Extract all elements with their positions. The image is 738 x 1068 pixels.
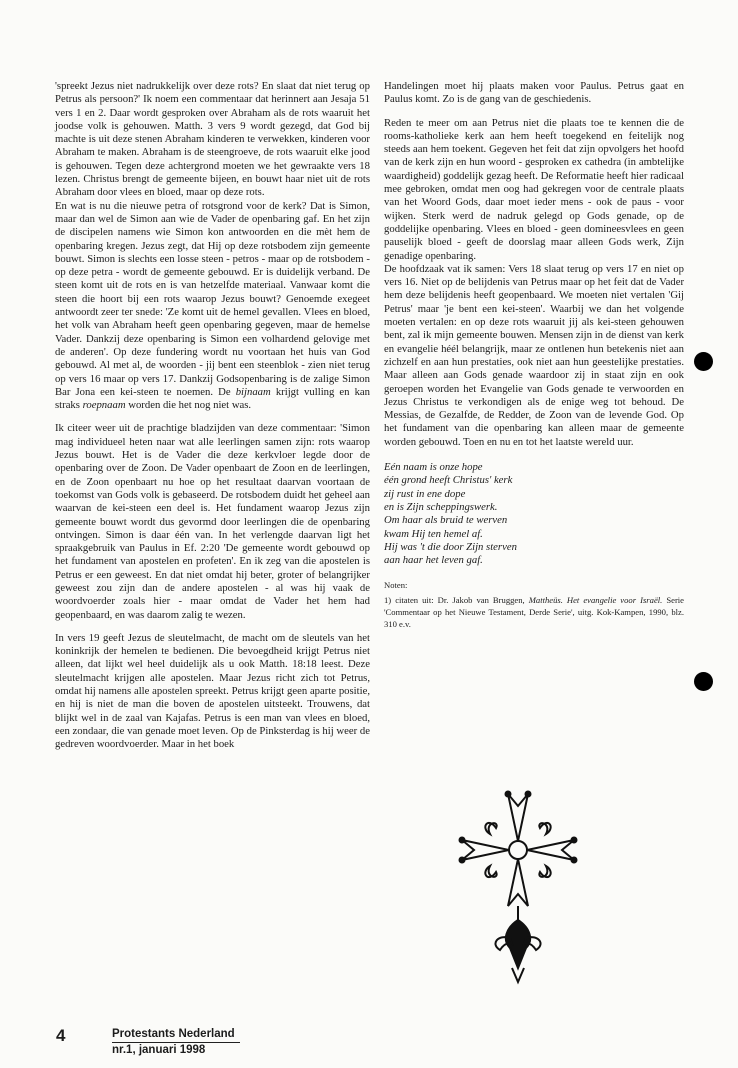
issue-info: nr.1, januari 1998 — [112, 1044, 206, 1056]
poem-line: en is Zijn scheppingswerk. — [384, 500, 498, 513]
fleur-de-lis — [485, 823, 496, 834]
cross-tip-bead — [572, 858, 577, 863]
note-text: 1) citaten uit: Dr. Jakob van Bruggen, — [384, 595, 525, 606]
paragraph: In vers 19 geeft Jezus de sleutelmacht, de macht om de sleutels van het koninkrijk der hemelen te bedienen. Die bevoegdheid krijgt Petrus niet alleen, dat lijkt wel heel duidelijk als u ook Matth. 18:18 leest. Deze sleutelmacht krijgen alle apostelen. Maar Jezus richt zich tot Petrus, omdat hij namens alle apostelen spreekt. Petrus krijgt geen aparte positie, en hij is niet de man die boven de apostelen uitsteekt. Trouwens, dat blijkt wel in de zaal van Kajafas. Petrus is een man van vlees en bloed, een zondaar, die van genade moet leven. Op de Pinksterdag is hij weer de gedreven woordvoerder. Maar in het boek — [55, 631, 370, 751]
huguenot-cross-icon — [454, 788, 582, 988]
cross-tip-bead — [526, 792, 531, 797]
note-text: Serie 'Commentaar op het Nieuwe Testament, Derde Serie', uitg. Kok-Kampen, 1990, blz. 310 e.v. — [384, 595, 685, 630]
cross-arm-bottom — [508, 859, 528, 906]
footer-divider — [112, 1042, 240, 1043]
notes-title: Noten: — [384, 580, 408, 591]
publication-name: Protestants Nederland — [112, 1028, 235, 1040]
right-column — [384, 80, 684, 630]
poem-line: Om haar als bruid te werven — [384, 514, 508, 527]
fleur-de-lis — [539, 866, 550, 877]
footnotes — [384, 579, 684, 630]
huguenot-cross-emblem — [454, 788, 582, 988]
binder-hole — [694, 352, 713, 371]
fleur-de-lis — [539, 823, 550, 834]
text-run: krijgt vulling en kan straks — [55, 385, 371, 412]
italic-term: roepnaam — [82, 399, 126, 412]
left-column — [55, 80, 370, 752]
poem-line: Hij was 't die door Zijn sterven — [384, 540, 517, 553]
cross-tip-bead — [460, 838, 465, 843]
binder-hole — [694, 672, 713, 691]
cross-center-ring — [509, 841, 527, 859]
cross-tip-bead — [460, 858, 465, 863]
cross-arm-left — [462, 840, 509, 860]
poem-line: aan haar het leven gaf. — [384, 554, 483, 567]
poem-line: zij rust in ene dope — [384, 487, 466, 500]
fleur-de-lis — [485, 866, 496, 877]
paragraph: Handelingen moet hij plaats maken voor Paulus. Petrus gaat en Paulus komt. Zo is de gang van de geschiedenis. — [384, 80, 684, 106]
paragraph: 'spreekt Jezus niet nadrukkelijk over deze rots? En slaat dat niet terug op Petrus als persoon?' Ik noem een commentaar dat herinnert aan Jesaja 51 vers 1 en 2. Daar wordt gesproken over Abraham als de rots waaruit het joodse volk is gehouwen. Matth. 3 vers 9 wordt gezegd, dat God bij machte is uit deze stenen Abraham kinderen te verwekken, kinderen voor Abraham te maken. Abraham is de steengroeve, de rots waaruit elke jood is gehouwen. Tegen deze achtergrond moeten we het gewraakte vers 18 lezen. Christus brengt de gemeente bijeen, en bouwt haar niet uit de rots Abraham door vlees en bloed, maar op deze rots. — [55, 80, 370, 199]
paragraph: Ik citeer weer uit de prachtige bladzijden van deze commentaar: 'Simon mag individueel heten naar wat alle leerlingen samen zijn: rots waarop Jezus bouwt. Het is de Vader die deze kerkvloer legde door de openbaring over de Zoon. De Vader openbaart de Zoon en de leerlingen, en de Zoon openbaart nu hoe op het resultaat daarvan voortaan de toekomst van Gods volk is gebaseerd. De rotsbodem duidt het geheel aan waarvan de kei-steen een deel is. Het fundament waarop Jezus zijn gemeente bouwt wordt dus gevormd door leerlingen die de openbaring ontvingen. Simon is daar één van. In het verlengde daarvan ligt het spraakgebruik van Paulus in Ef. 2:20 'De gemeente wordt gebouwd op het fundament van apostelen en profeten'. En ik zeg van die apostelen is Petrus er een geweest. En dat niet omdat hij beter, groter of belangrijker geweest zou zijn dan de andere apostelen - al was hij vaak de woordvoerder zoals hier - maar omdat de Vader het hem had geopenbaard, en was daarom zalig te wezen. — [55, 422, 370, 621]
paragraph — [55, 200, 370, 413]
poem-line: kwam Hij ten hemel af. — [384, 527, 483, 540]
cross-tip-bead — [572, 838, 577, 843]
poem-line: Eén naam is onze hope — [384, 461, 483, 474]
cross-arm-top — [508, 794, 528, 841]
poem-line: één grond heeft Christus' kerk — [384, 474, 513, 487]
text-run: En wat is nu die nieuwe petra of rotsgrond voor de kerk? Dat is Simon, maar dan wel de Simon aan wie de Vader de openbaring gaf. En het zijn de discipelen namens wie Simon kon antwoorden en die mèt hem de openbaring kregen. Jezus zegt, dat Hij op deze rotsbodem zijn gemeente bouwt. Simon is slechts een losse steen - petros - maar op de rotsbodem - op deze petra - wordt de gemeente gebouwd. Er is duidelijk verband. De steen komt uit de rots en is van hetzelfde materiaal. Vanwaar komt die steen die hoort bij een rots waarop Jezus bouwt? Genoemde exegeet antwoordt zeer ter snede: 'Ze komt uit de hemel gevallen. Vlees en bloed, het volk van Abraham heeft geen openbaring gegeven, maar de hemelse Vader. Dankzij deze openbaring is Simon een volhardend gelovige met de anderen'. Op deze fundering wordt nu voortaan het huis van God gebouwd. Al met al, de woorden - jij bent een steenblok - zien niet terug op vers 16 maar op vers 17. Dankzij Godsopenbaring is de zalige Simon Bar Jona een kei-steen te noemen. De — [55, 199, 370, 398]
paragraph: De hoofdzaak vat ik samen: Vers 18 slaat terug op vers 17 en niet op vers 16. Niet op de belijdenis van Petrus maar op het feit dat de Vader hem deze belijdenis heeft geopenbaard. We moeten niet vertalen 'Gij Petrus' maar 'je bent een kei-steen'. Waarbij we dan het volgende moeten vertalen: en op deze rots waaruit jij als kei-steen gehouwen bent, zal ik mijn gemeente bouwen. Mensen zijn in de dienst van kerk en evangelie héél belangrijk, maar ze ontlenen hun betekenis niet aan zichzelf en aan hun prestaties, ook niet aan hun geestelijke prestaties. Maar alleen aan Gods genade waardoor zij in staat zijn en ook geroepen worden het Evangelie van Gods genade te verwoorden en Jezus Christus te verkondigen als de enige weg tot behoud. De Messias, de Gezalfde, de Redder, de Zoon van de levende God. Op het fundament van die openbaring kan alleen maar de gemeente worden gebouwd. Toen en nu en tot het laatste wereld uur. — [384, 262, 684, 448]
text-run: worden die het nog niet was. — [128, 399, 252, 412]
paragraph: Reden te meer om aan Petrus niet die plaats toe te kennen die de rooms-katholieke kerk aan hem heeft toegekend en feitelijk nog steeds aan hem toekent. Gegeven het feit dat zijn opvolgers het hoofd van de kerk zijn en hun woord - gesproken ex cathedra (in ambtelijke waardigheid) goddelijk gezag heeft. De Reformatie heeft hier radicaal mee gebroken, omdat men oog had gekregen voor de centrale plaats van het Woord Gods, daar moet ieder mens - ook de paus - voor wijken. Sterk werd de nadruk gelegd op Gods genade, op de goddelijke openbaring. Vlees en bloed - geen domineesvlees en geen pauselijk bloed - geeft de doorslag maar alleen Gods werk, Zijn genadige openbaring. — [384, 116, 684, 262]
cross-arm-right — [527, 840, 574, 860]
italic-term: bijnaam — [235, 385, 271, 398]
page-number: 4 — [56, 1026, 66, 1045]
cross-tip-bead — [506, 792, 511, 797]
note-book-title: Mattheüs. Het evangelie voor Israël. — [528, 595, 663, 606]
hymn-verse — [384, 461, 684, 567]
